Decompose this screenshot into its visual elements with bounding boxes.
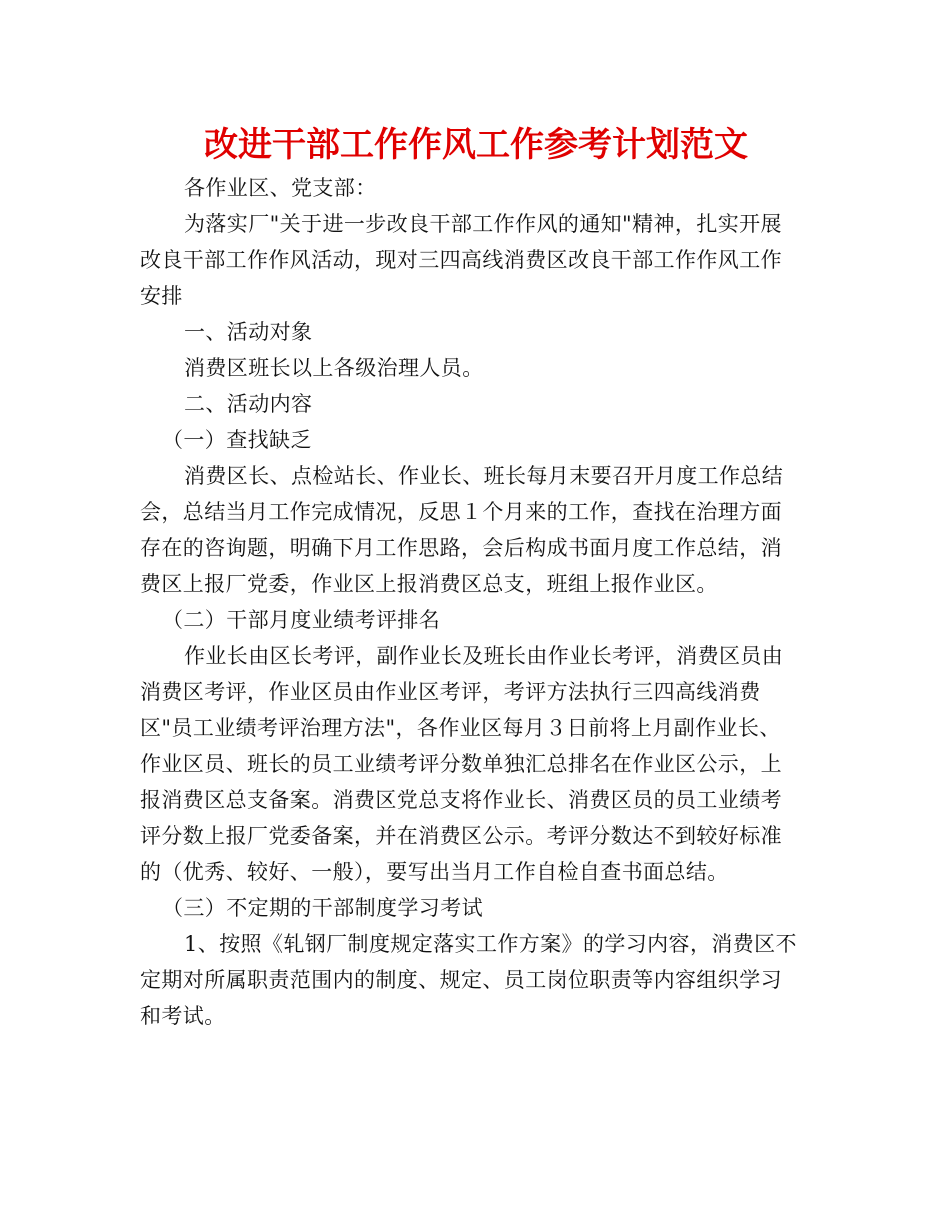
sub3-heading: （三）不定期的干部制度学习考试 <box>162 896 483 920</box>
sub1-heading: （一）查找缺乏 <box>162 428 312 452</box>
document-title: 改进干部工作作风工作参考计划范文 <box>204 125 748 165</box>
sub3-line: 定期对所属职责范围内的制度、规定、员工岗位职责等内容组织学习 <box>140 968 782 992</box>
sub1-line: 存在的咨询题，明确下月工作思路，会后构成书面月度工作总结，消 <box>140 536 782 560</box>
sub1-line: 会，总结当月工作完成情况，反思１个月来的工作，查找在治理方面 <box>140 500 782 524</box>
intro-line: 为落实厂"关于进一步改良干部工作作风的通知"精神，扎实开展 <box>184 212 782 236</box>
sub2-line: 的（优秀、较好、一般），要写出当月工作自检自查书面总结。 <box>140 860 729 884</box>
intro-paragraph <box>140 206 812 314</box>
sub3-line: 和考试。 <box>140 1004 226 1028</box>
sub1-line: 消费区长、点检站长、作业长、班长每月末要召开月度工作总结 <box>184 464 784 488</box>
sub2-paragraph <box>140 638 812 890</box>
sub3-paragraph <box>140 926 812 1034</box>
sub2-line: 区"员工业绩考评治理方法"，各作业区每月３日前将上月副作业长、 <box>140 716 781 740</box>
intro-line: 改良干部工作作风活动，现对三四高线消费区改良干部工作作风工作 <box>140 248 782 272</box>
intro-line: 安排 <box>140 284 183 308</box>
sub2-heading: （二）干部月度业绩考评排名 <box>162 608 441 632</box>
document-page <box>140 120 812 1034</box>
sub1-paragraph <box>140 458 812 602</box>
sub1-line: 费区上报厂党委，作业区上报消费区总支，班组上报作业区。 <box>140 572 718 596</box>
sub2-line: 作业长由区长考评，副作业长及班长由作业长考评，消费区员由 <box>184 644 784 668</box>
section1-body: 消费区班长以上各级治理人员。 <box>184 356 484 380</box>
sub2-line: 作业区员、班长的员工业绩考评分数单独汇总排名在作业区公示，上 <box>140 752 782 776</box>
sub3-line: 1、按照《轧钢厂制度规定落实工作方案》的学习内容，消费区不 <box>184 932 797 956</box>
greeting: 各作业区、党支部： <box>184 176 377 200</box>
sub2-line: 报消费区总支备案。消费区党总支将作业长、消费区员的员工业绩考 <box>140 788 782 812</box>
sub2-line: 消费区考评，作业区员由作业区考评，考评方法执行三四高线消费 <box>140 680 761 704</box>
section1-heading: 一、活动对象 <box>184 320 313 344</box>
sub2-line: 评分数上报厂党委备案，并在消费区公示。考评分数达不到较好标准 <box>140 824 782 848</box>
section2-heading: 二、活动内容 <box>184 392 313 416</box>
